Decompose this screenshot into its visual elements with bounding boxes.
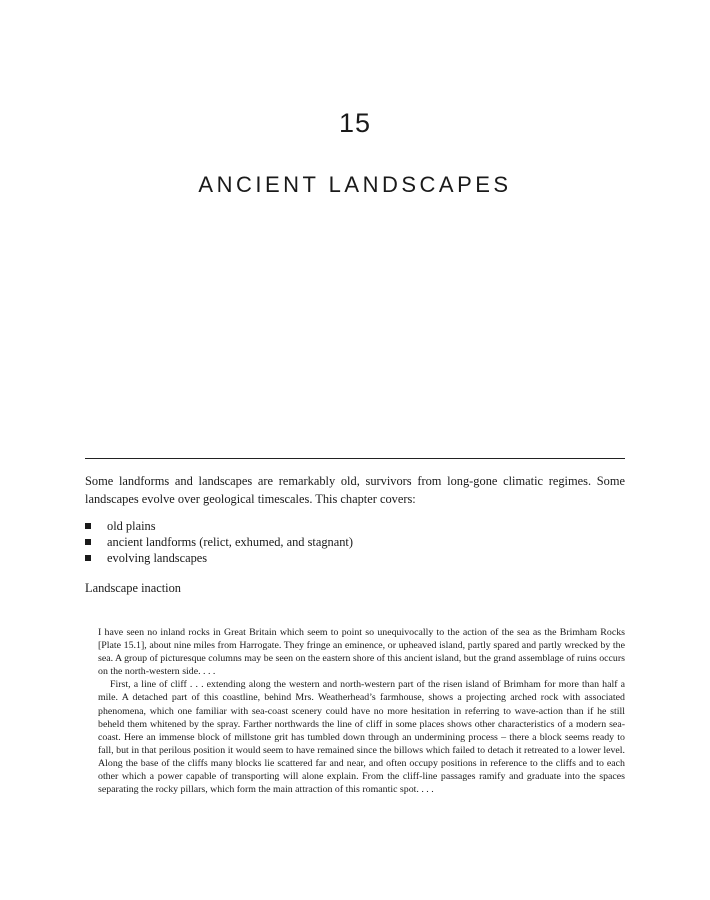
chapter-title: ANCIENT LANDSCAPES	[198, 172, 512, 197]
list-item	[85, 518, 625, 534]
topic-label: evolving landscapes	[107, 551, 208, 565]
list-item	[85, 534, 625, 550]
horizontal-rule	[85, 458, 625, 459]
section-heading: Landscape inaction	[85, 581, 181, 595]
chapter-intro: Some landforms and landscapes are remarkably old, survivors from long-gone climatic regimes. Some landscapes evolve over geological timescales. This chapter covers:	[85, 474, 625, 506]
chapter-number: 15	[338, 108, 372, 138]
square-bullet-icon	[85, 539, 91, 545]
quote-paragraph: First, a line of cliff . . . extending along the western and north-western part of the risen island of Brimham for more than half a mile. A detached part of this coastline, behind Mrs. Weatherhead’s farmhouse, shows a projecting arched rock with associated phenomena, which one familiar with sea-coast scenery could have no more hesitation in referring to wave-action than if he still beheld them whitened by the spray. Farther northwards the line of cliff in some places shows other characteristics of a modern sea-coast. Here an immense block of millstone grit has tumbled down through an undermining process – there a block seems ready to fall, but in that perilous position it would seem to have remained since the billows which failed to detach it retreated to a lower level. Along the base of the cliffs many blocks lie scattered far and near, and often occupy positions in reference to the cliffs and to each other which a power capable of transporting will alone explain. From the cliff-line passages ramify and graduate into the spaces separating the rocky pillars, which form the main attraction of this romantic spot. . . .	[98, 679, 625, 796]
square-bullet-icon	[85, 555, 91, 561]
block-quote	[98, 626, 625, 796]
quote-paragraph: I have seen no inland rocks in Great Britain which seem to point so unequivocally to the action of the sea as the Brimham Rocks [Plate 15.1], about nine miles from Harrogate. They fringe an eminence, or upheaved island, partly spared and partly wrecked by the sea. A group of picturesque columns may be seen on the eastern shore of this ancient island, but the grand assemblage of ruins occurs on the north-western side. . . .	[98, 627, 625, 678]
topic-label: ancient landforms (relict, exhumed, and stagnant)	[107, 535, 354, 549]
square-bullet-icon	[85, 523, 91, 529]
chapter-topics-list	[85, 518, 625, 566]
list-item	[85, 550, 625, 566]
topic-label: old plains	[107, 519, 156, 533]
